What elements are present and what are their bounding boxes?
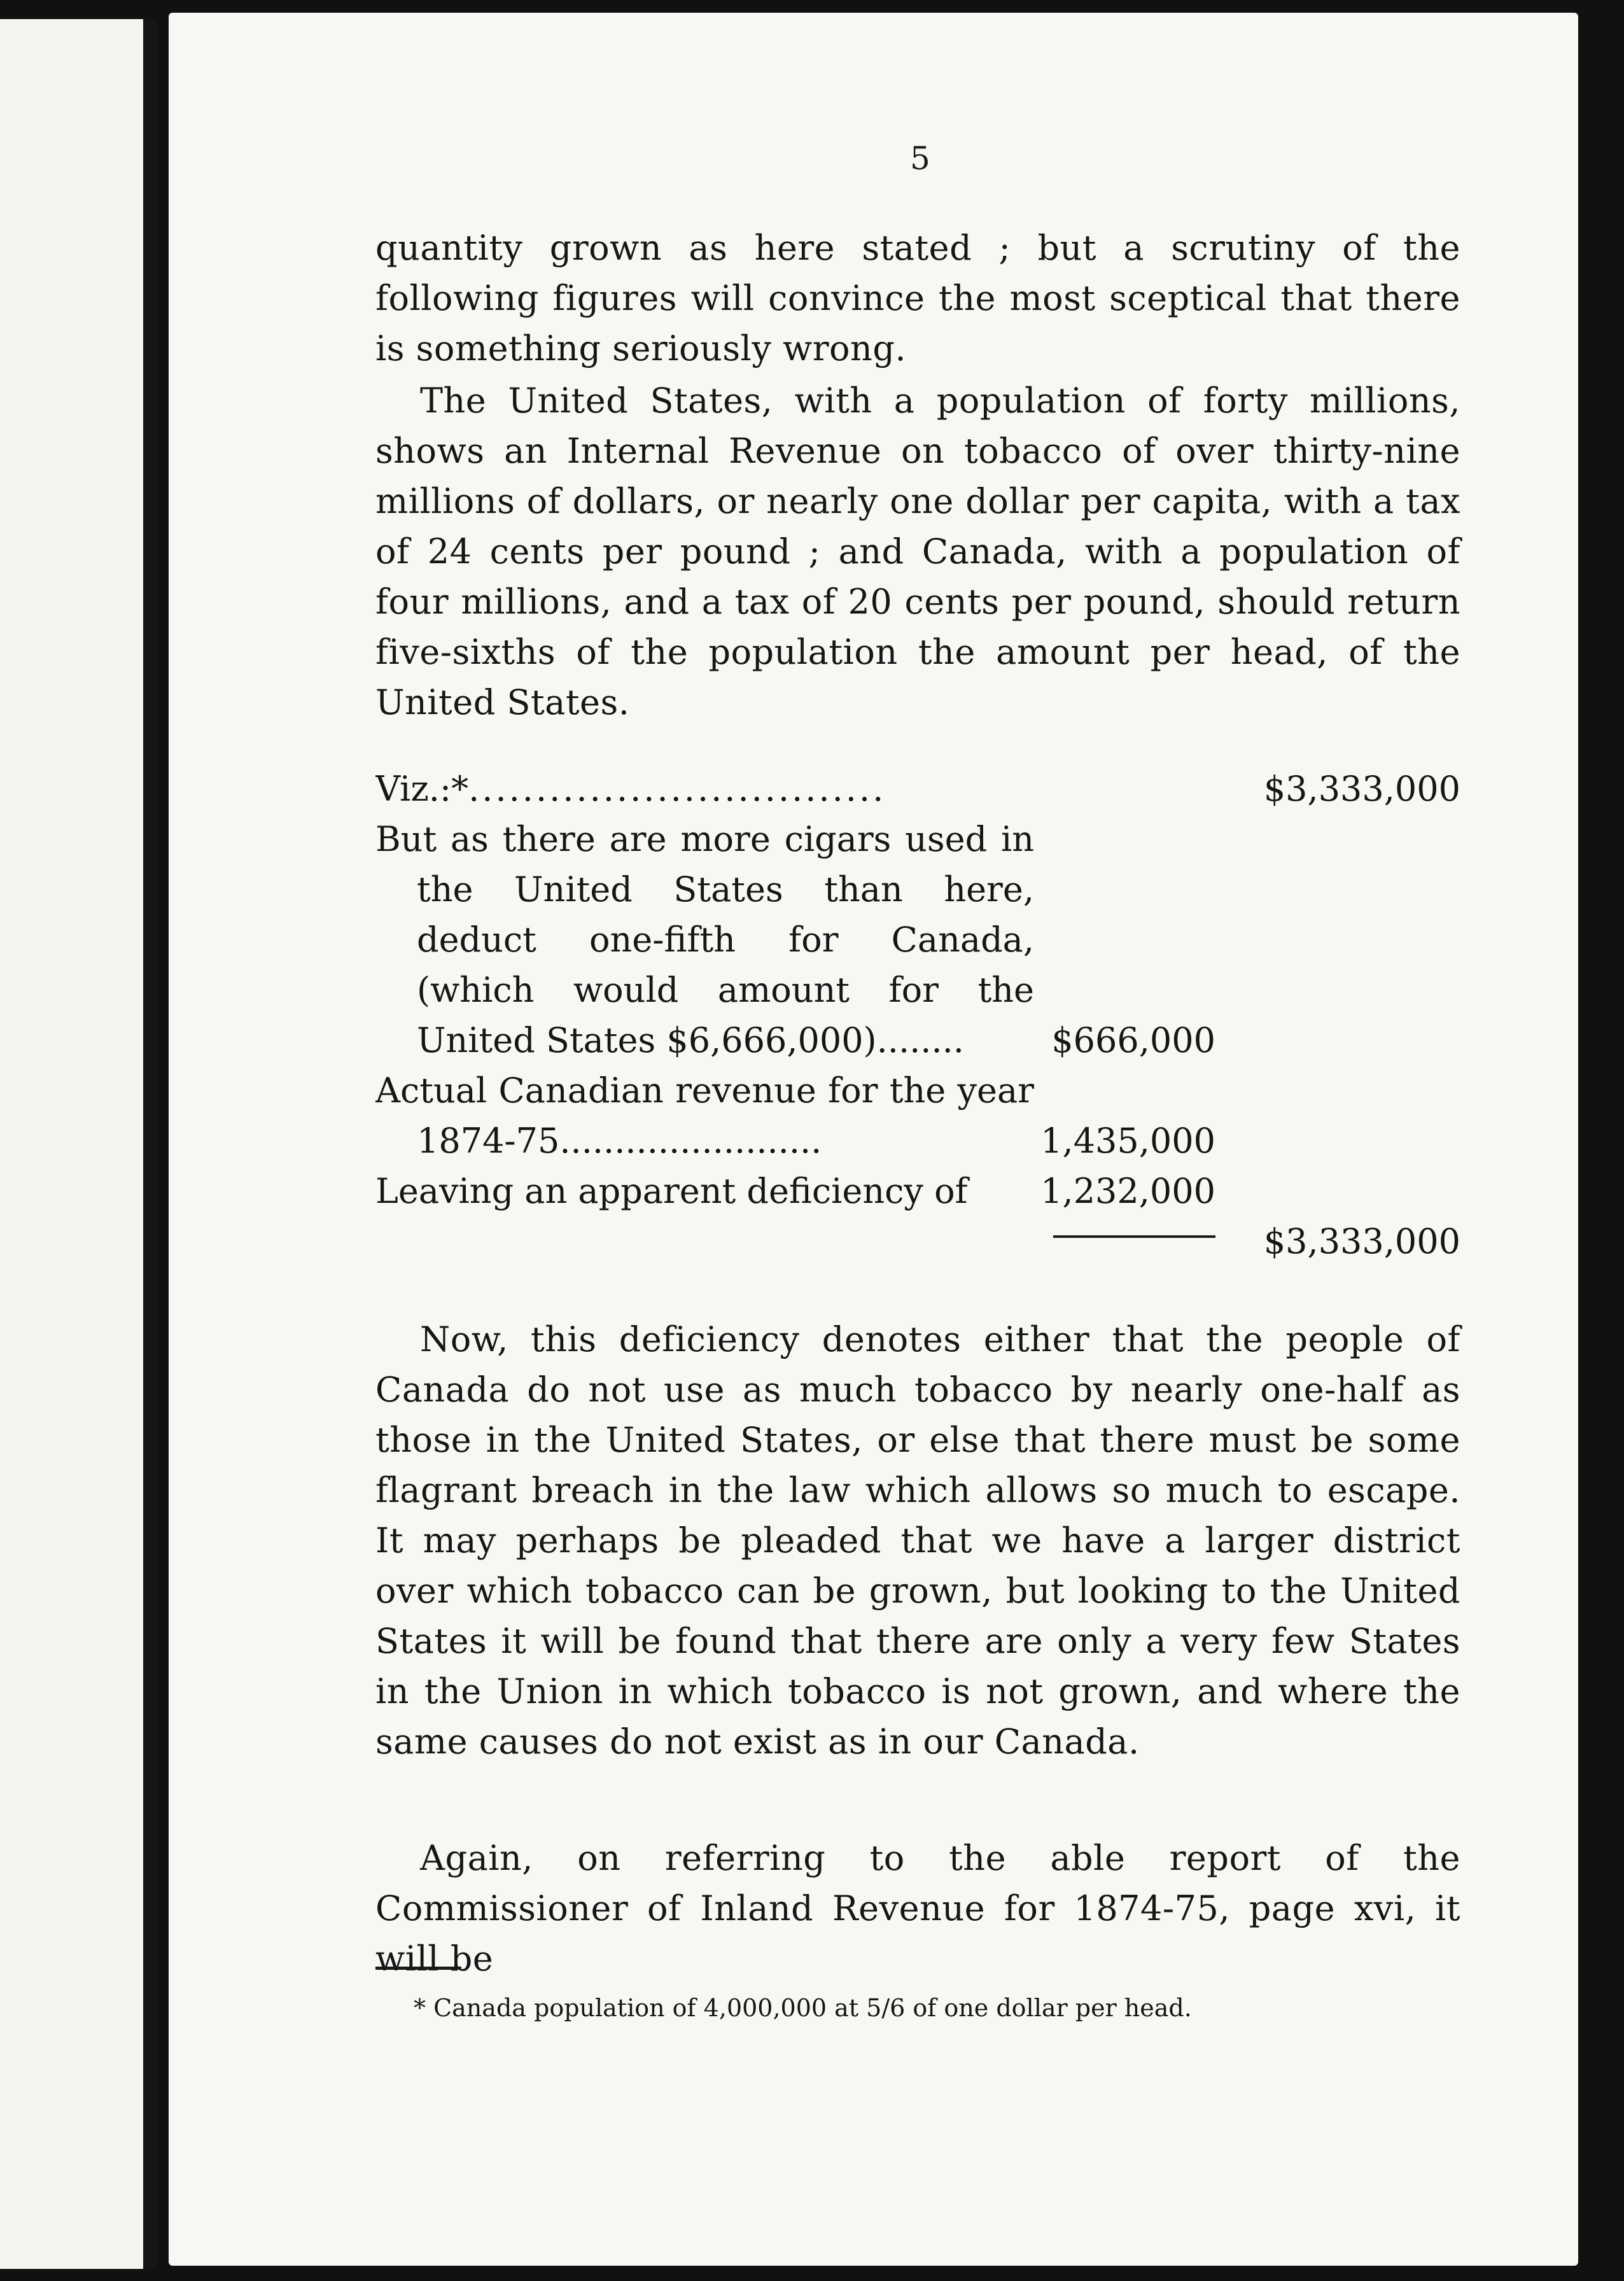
footnote: * Canada population of 4,000,000 at 5/6 of one dollar per head. [414,1994,1192,2022]
actual-label: Actual Canadian revenue for the year 1874-75........................ [375,1070,1034,1161]
deduct-amount: $666,000 [1051,1020,1215,1060]
deduct-label: But as there are more cigars used in the United States than here, deduct one-fifth for Canada, (which would amount for the United States $6,666,000)........ [375,819,1034,1060]
total-amount: $3,333,000 [1263,1221,1460,1261]
viz-leader-dots: ............................... [468,769,886,809]
paragraph-4: Again, on referring to the able report of the Commissioner of Inland Revenue for 1874-75, page xvi, it will be [375,1838,1460,1979]
viz-amount: $3,333,000 [1263,769,1460,809]
actual-amount: 1,435,000 [1040,1121,1215,1161]
footnote-rule [375,1967,461,1970]
paragraph-2: The United States, with a population of forty millions, shows an Internal Revenue on tobacco of over thirty-nine millions of dollars, or nearly one dollar per capita, with a tax of 24 cents per pound ; and Canada, with a population of four millions, and a tax of 20 cents per pound, should return five-sixths of the population the amount per head, of the United States. [375,381,1460,722]
paragraph-3: Now, this deficiency denotes either that the people of Canada do not use as much tobacco by nearly one-half as those in the United States, or else that there must be some flagrant breach in the law which allows so much to escape. It may perhaps be pleaded that we have a larger district over which tobacco can be grown, but looking to the United States it will be found that there are only a very few States in the Union in which tobacco is not grown, and where the same causes do not exist as in our Canada. [375,1319,1460,1762]
table-row-viz [375,764,1460,814]
table-row-actual [375,1065,1460,1166]
revenue-calculation-table [375,764,1460,1267]
table-row-deduct [375,814,1460,1065]
viz-label: Viz.:* [375,769,469,809]
paragraph-1: quantity grown as here stated ; but a scrutiny of the following figures will convince the most sceptical that there is something seriously wrong. [375,228,1460,368]
table-row-leaving [375,1166,1460,1216]
table-row-total [375,1216,1460,1267]
sum-rule [1053,1235,1215,1238]
leaving-label: Leaving an apparent deficiency of [375,1171,968,1211]
leaving-amount: 1,232,000 [1040,1171,1215,1211]
page-number: 5 [910,140,930,177]
previous-page-edge [0,19,157,2269]
